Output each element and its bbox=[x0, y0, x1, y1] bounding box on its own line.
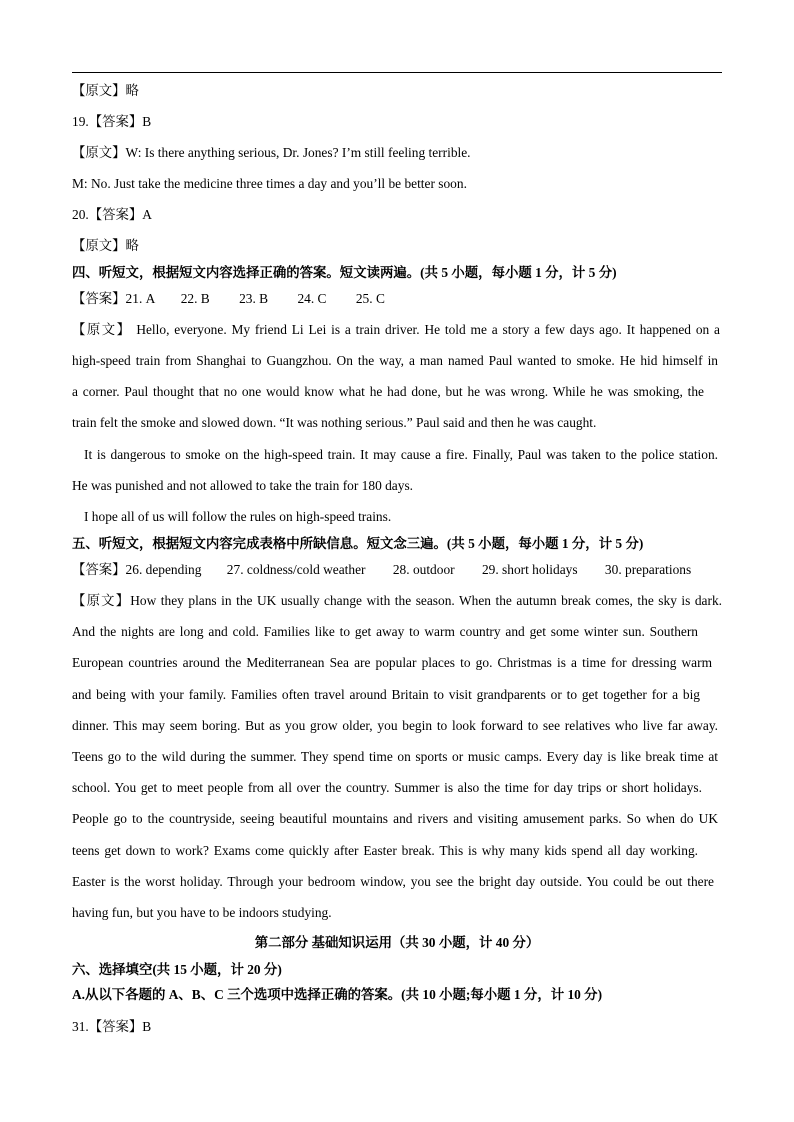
passage-line: Teens go to the wild during the summer. They spend time on sports or music camps. Every day is like break time at bbox=[72, 749, 718, 764]
passage-line: European countries around the Mediterranean Sea are popular places to go. Christmas is a time for dressing warm bbox=[72, 655, 712, 670]
answer-26: 【答案】26. depending bbox=[72, 562, 202, 577]
answer-19: 19.【答案】B bbox=[72, 114, 152, 129]
answer-30: 30. preparations bbox=[604, 562, 692, 577]
passage-line: teens get down to work? Exams come quickly after Easter break. This is why many kids spend all day working. bbox=[72, 843, 698, 858]
header-rule bbox=[72, 72, 722, 73]
section-six-heading: 六、选择填空(共 15 小题，计 20 分) bbox=[72, 962, 282, 977]
passage-line: He was punished and not allowed to take the train for 180 days. bbox=[72, 478, 414, 493]
dialogue-line-man: M: No. Just take the medicine three times a day and you’ll be better soon. bbox=[72, 176, 467, 191]
passage-line: 【原文】How they plans in the UK usually change with the season. When the autumn break comes, the sky is dark. bbox=[72, 593, 722, 608]
answer-22: 22. B bbox=[180, 291, 210, 306]
section-five-answers bbox=[72, 561, 724, 579]
answer-23: 23. B bbox=[239, 291, 269, 306]
section-four-answers bbox=[72, 290, 724, 308]
answer-25: 25. C bbox=[355, 291, 385, 306]
answer-20: 20.【答案】A bbox=[72, 207, 152, 222]
passage-line: a corner. Paul thought that no one would know what he had done, but he was wrong. While he was smoking, the bbox=[72, 384, 704, 399]
answer-27: 27. coldness/cold weather bbox=[226, 562, 366, 577]
section-six-a-heading: A.从以下各题的 A、B、C 三个选项中选择正确的答案。(共 10 小题;每小题 1 分，计 10 分) bbox=[72, 987, 603, 1002]
answer-31: 31.【答案】B bbox=[72, 1019, 152, 1034]
original-text-label: 【原文】略 bbox=[72, 83, 139, 98]
passage-line: high-speed train from Shanghai to Guangzhou. On the way, a man named Paul wanted to smoke. He hid himself in bbox=[72, 353, 718, 368]
passage-line: dinner. This may seem boring. But as you grow older, you begin to look forward to see relatives who live far away. bbox=[72, 718, 718, 733]
dialogue-line-woman: 【原文】W: Is there anything serious, Dr. Jones? I’m still feeling terrible. bbox=[72, 145, 471, 160]
part-two-heading: 第二部分 基础知识运用（共 30 小题，计 40 分） bbox=[254, 935, 540, 950]
passage-line: And the nights are long and cold. Families like to get away to warm country and get some winter sun. Southern bbox=[72, 624, 698, 639]
answer-28: 28. outdoor bbox=[392, 562, 455, 577]
passage-line: and being with your family. Families often travel around Britain to visit grandparents or to get together for a big bbox=[72, 687, 700, 702]
answer-29: 29. short holidays bbox=[481, 562, 578, 577]
section-five-heading: 五、听短文，根据短文内容完成表格中所缺信息。短文念三遍。(共 5 小题，每小题 1 分，计 5 分) bbox=[72, 536, 644, 551]
passage-line: school. You get to meet people from all over the country. Summer is also the time for day trips or short holidays. bbox=[72, 780, 702, 795]
answer-24: 24. C bbox=[297, 291, 327, 306]
passage-line: having fun, but you have to be indoors studying. bbox=[72, 905, 332, 920]
passage-line: It is dangerous to smoke on the high-speed train. It may cause a fire. Finally, Paul was taken to the police station. bbox=[84, 447, 718, 462]
passage-line: 【原文】 Hello, everyone. My friend Li Lei is a train driver. He told me a story a few days ago. It happened on a bbox=[72, 322, 720, 337]
passage-line: train felt the smoke and slowed down. “It was nothing serious.” Paul said and then he was caught. bbox=[72, 415, 597, 430]
section-four-heading: 四、听短文，根据短文内容选择正确的答案。短文读两遍。(共 5 小题，每小题 1 分，计 5 分) bbox=[72, 265, 617, 280]
passage-line: Easter is the worst holiday. Through your bedroom window, you see the bright day outside. You could be out there bbox=[72, 874, 714, 889]
passage-line: I hope all of us will follow the rules on high-speed trains. bbox=[84, 509, 392, 524]
passage-line: People go to the countryside, seeing beautiful mountains and rivers and visiting amusement parks. So when do UK bbox=[72, 811, 718, 826]
answer-21: 【答案】21. A bbox=[72, 291, 156, 306]
original-text-label: 【原文】略 bbox=[72, 238, 139, 253]
